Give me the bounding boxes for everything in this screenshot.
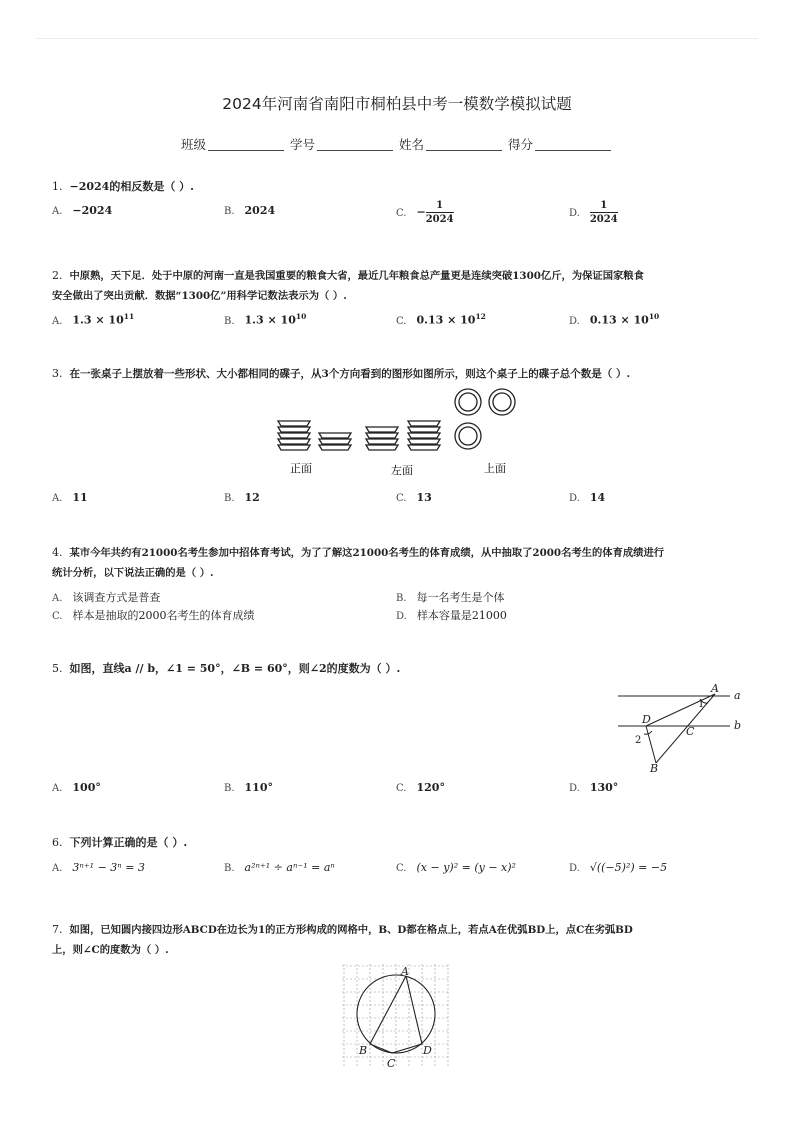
fraction-denominator: 2024 (425, 214, 454, 225)
info-label-class: 班级 (180, 137, 206, 152)
fraction-numerator: 1 (590, 199, 618, 213)
label-A: A (401, 965, 409, 978)
option-text: 每一名考生是个体 (416, 591, 505, 604)
question-5-stem (52, 659, 742, 679)
question-6-stem (52, 833, 742, 853)
parallel-lines-triangle-figure (612, 683, 752, 773)
option-text: 110° (244, 781, 273, 794)
option-base: 0.13 × 10 (416, 313, 476, 327)
option-exponent: 10 (295, 312, 307, 321)
option-key: A. (52, 206, 63, 217)
info-label-id: 学号 (289, 137, 315, 152)
question-number: 4. (52, 546, 63, 559)
label-D: D (423, 1044, 432, 1057)
option-c[interactable] (396, 781, 445, 794)
option-text: 13 (416, 491, 432, 504)
label-angle-2: 2 (635, 735, 642, 746)
option-c[interactable] (396, 312, 486, 327)
option-b[interactable] (224, 204, 275, 217)
option-key: D. (569, 315, 580, 327)
top-view-label: 上面 (484, 462, 506, 475)
option-text: 120° (416, 781, 445, 794)
question-3-stem (52, 364, 752, 384)
option-a[interactable] (52, 204, 112, 217)
option-exponent: 10 (648, 312, 660, 321)
option-text: (x − y)² = (y − x)² (416, 861, 516, 874)
option-a[interactable] (52, 491, 88, 504)
option-text: 样本是抽取的2000名考生的体育成绩 (72, 609, 255, 622)
question-number: 5. (52, 662, 63, 675)
option-key: B. (224, 783, 235, 794)
fraction-denominator: 2024 (589, 214, 618, 225)
option-text: a²ⁿ⁺¹ ÷ aⁿ⁻¹ = aⁿ (244, 861, 335, 874)
name-blank[interactable] (426, 138, 502, 151)
front-view-label: 正面 (290, 462, 312, 475)
option-key: C. (52, 611, 63, 622)
question-text-line1: 某市今年共约有21000名考生参加中招体育考试，为了了解这21000名考生的体育成绩，从中抽取了2000名考生的体育成绩进行 (69, 547, 665, 559)
question-number: 3. (52, 367, 63, 380)
option-b[interactable] (224, 491, 260, 504)
option-d[interactable] (569, 312, 659, 327)
fraction (590, 199, 618, 226)
option-d[interactable] (569, 861, 667, 874)
class-blank[interactable] (208, 138, 284, 151)
header-rule (36, 38, 758, 39)
label-C: C (387, 1057, 396, 1070)
option-base: 1.3 × 10 (244, 313, 296, 327)
option-a[interactable] (52, 861, 145, 874)
option-d[interactable] (569, 781, 618, 794)
option-b[interactable] (224, 312, 306, 327)
label-D: D (642, 713, 651, 726)
option-text: √((−5)²) = −5 (589, 861, 668, 874)
option-d[interactable] (569, 199, 618, 226)
option-key: B. (224, 863, 235, 874)
id-blank[interactable] (317, 138, 393, 151)
option-a[interactable] (52, 781, 101, 794)
question-2-stem (52, 266, 752, 306)
option-exponent: 11 (123, 312, 135, 321)
option-key: A. (52, 493, 63, 504)
option-b[interactable] (224, 861, 335, 874)
option-c[interactable] (396, 491, 432, 504)
option-base: 0.13 × 10 (589, 313, 649, 327)
option-key: A. (52, 863, 63, 874)
option-text: −2024 (72, 204, 113, 217)
label-C: C (686, 725, 695, 738)
segment-AD (646, 694, 715, 726)
question-text-line2: 上，则∠C的度数为（ ）. (52, 944, 169, 956)
question-3-options (52, 491, 752, 513)
question-6-options (52, 861, 752, 883)
question-text-line1: 中原熟，天下足．处于中原的河南一直是我国重要的粮食大省，最近几年粮食总产量更是连续突破1300亿斤，为保证国家粮食 (69, 270, 644, 282)
question-text-line2: 统计分析，以下说法正确的是（ ）. (52, 567, 214, 579)
question-1-options (52, 200, 752, 226)
label-b: b (734, 719, 742, 732)
front-view-stack-right (319, 433, 351, 450)
question-text: 在一张桌子上摆放着一些形状、大小都相同的碟子，从3个方向看到的图形如图所示，则这个桌子上的碟子总个数是（ ）. (69, 368, 631, 380)
label-B: B (650, 762, 659, 773)
plates-three-views-figure (270, 388, 530, 480)
inscribed-quadrilateral-grid-figure (340, 962, 454, 1070)
option-key: B. (396, 593, 407, 604)
question-text-line1: 如图，已知圆内接四边形ABCD在边长为1的正方形构成的网格中，B、D都在格点上，若点A在优弧BD上，点C在劣弧BD (69, 924, 633, 936)
front-view-stack-left (278, 421, 310, 450)
option-text: 3ⁿ⁺¹ − 3ⁿ = 3 (72, 861, 145, 874)
option-key: C. (396, 315, 407, 327)
info-label-score: 得分 (507, 137, 533, 152)
option-key: C. (396, 863, 407, 874)
question-text-line2: 安全做出了突出贡献．数据“1300亿”用科学记数法表示为（ ）. (52, 290, 347, 302)
fraction-numerator: 1 (426, 199, 454, 213)
label-angle-1: 1 (698, 699, 705, 710)
question-number: 1. (52, 180, 63, 193)
option-text: 样本容量是21000 (416, 609, 507, 622)
option-d[interactable] (569, 491, 605, 504)
option-b[interactable] (396, 589, 505, 605)
left-view-stack-left (366, 427, 398, 450)
question-text: 如图，直线a // b，∠1 = 50°，∠B = 60°，则∠2的度数为（ ）. (69, 662, 401, 675)
option-exponent: 12 (475, 312, 486, 321)
option-key: A. (52, 315, 63, 327)
option-key: B. (224, 493, 235, 504)
option-key: C. (396, 783, 407, 794)
fraction (426, 199, 454, 226)
option-key: A. (52, 593, 63, 604)
option-c[interactable] (52, 607, 254, 623)
question-text: 下列计算正确的是（ ）. (69, 836, 188, 849)
option-text: 2024 (244, 204, 276, 217)
option-text: 130° (589, 781, 619, 794)
option-text: 11 (72, 491, 88, 504)
option-text: 100° (72, 781, 101, 794)
question-number: 7. (52, 923, 63, 936)
option-key: D. (569, 783, 580, 794)
option-b[interactable] (224, 781, 273, 794)
option-a[interactable] (52, 312, 134, 327)
page-title: 2024年河南省南阳市桐柏县中考一模数学模拟试题 (222, 95, 572, 113)
label-B: B (359, 1044, 368, 1057)
option-key: A. (52, 783, 63, 794)
option-text: 该调查方式是普查 (72, 591, 161, 604)
option-text: 12 (244, 491, 260, 504)
question-number: 6. (52, 836, 63, 849)
fraction-sign: − (416, 205, 426, 219)
question-7-stem (52, 920, 752, 960)
option-key: D. (569, 207, 580, 219)
info-label-name: 姓名 (398, 137, 424, 152)
option-base: 1.3 × 10 (72, 313, 124, 327)
option-key: D. (569, 493, 580, 504)
option-c[interactable] (396, 861, 516, 874)
question-text: −2024的相反数是（ ）. (69, 180, 194, 193)
student-info-row (0, 135, 794, 153)
left-view-stack-right (408, 421, 440, 450)
option-key: C. (396, 493, 407, 504)
option-key: B. (224, 315, 235, 327)
option-key: D. (569, 863, 580, 874)
question-number: 2. (52, 269, 63, 282)
option-key: C. (396, 207, 407, 219)
option-key: B. (224, 206, 235, 217)
question-2-options (52, 312, 752, 334)
question-5-options (52, 781, 752, 803)
option-c[interactable] (396, 199, 454, 226)
option-key: D. (396, 611, 407, 622)
question-4-stem (52, 543, 752, 583)
option-d[interactable] (396, 607, 507, 623)
question-4-options (52, 589, 752, 629)
label-a: a (734, 689, 741, 702)
score-blank[interactable] (535, 138, 611, 151)
left-view-label: 左面 (391, 464, 413, 477)
label-A: A (711, 683, 719, 695)
question-1-stem (52, 177, 742, 197)
option-a[interactable] (52, 589, 160, 605)
option-text: 14 (589, 491, 606, 504)
